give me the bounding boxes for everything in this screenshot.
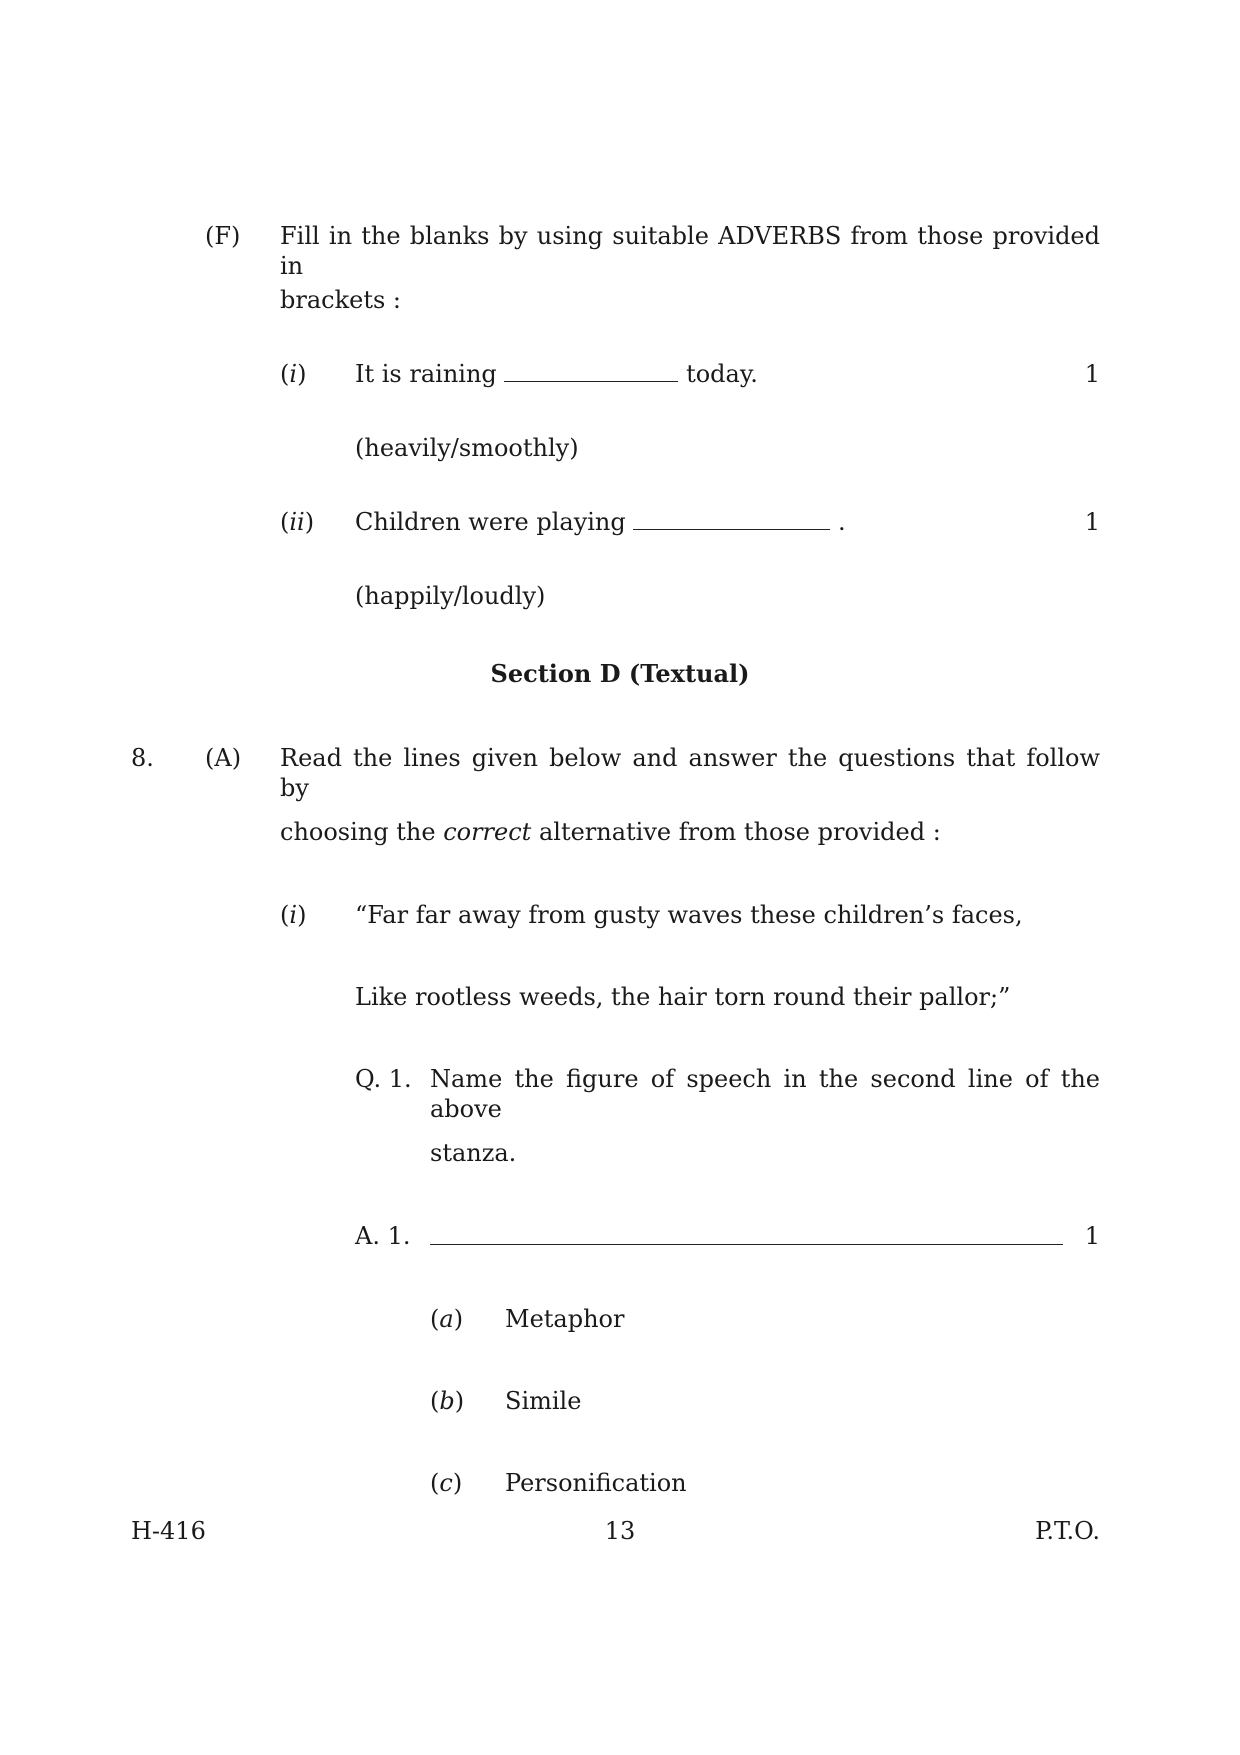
- q8-instruction-line1: Read the lines given below and answer the questions that follow by: [280, 744, 1100, 802]
- verse-line-1: “Far far away from gusty waves these children’s faces,: [355, 901, 1023, 929]
- option-letter: (b): [430, 1387, 465, 1415]
- option-text: Personification: [505, 1469, 687, 1497]
- part-f-label: (F): [205, 222, 241, 250]
- option-text: Simile: [505, 1387, 582, 1415]
- marks: 1: [1084, 360, 1100, 388]
- sentence-before: Children were playing: [355, 508, 626, 536]
- sentence-before: It is raining: [355, 360, 497, 388]
- marks: 1: [1084, 508, 1100, 536]
- sub-question-line1: Name the figure of speech in the second line of the above: [430, 1065, 1100, 1123]
- marks: 1: [1084, 1222, 1100, 1250]
- instruction-text: choosing the: [280, 818, 436, 846]
- adverb-options: (heavily/smoothly): [355, 434, 579, 462]
- answer-blank[interactable]: [504, 363, 678, 382]
- instruction-text: alternative from those provided :: [538, 818, 941, 846]
- option-letter-text: b: [439, 1387, 455, 1415]
- sub-question-line2: stanza.: [430, 1139, 517, 1167]
- option-letter: (c): [430, 1469, 463, 1497]
- answer-blank[interactable]: [633, 511, 830, 530]
- item-number-text: i: [289, 901, 298, 929]
- item-number: (i): [280, 360, 307, 388]
- option-letter-text: a: [439, 1305, 454, 1333]
- item-number-text: i: [289, 360, 298, 388]
- part-f-instruction-line1: Fill in the blanks by using suitable ADVERBS from those provided in: [280, 222, 1100, 280]
- page-number: 13: [604, 1517, 636, 1545]
- question-number: 8.: [131, 744, 154, 772]
- option-letter: (a): [430, 1305, 464, 1333]
- paper-code: H-416: [131, 1517, 206, 1545]
- q8-instruction-line2: [280, 817, 941, 847]
- answer-label: A. 1.: [355, 1222, 411, 1250]
- pto-label: P.T.O.: [1035, 1517, 1100, 1545]
- instruction-emphasis: correct: [443, 818, 532, 846]
- answer-line[interactable]: [430, 1244, 1063, 1245]
- verse-line-2: Like rootless weeds, the hair torn round their pallor;”: [355, 983, 1011, 1011]
- option-text: Metaphor: [505, 1305, 625, 1333]
- adverb-options: (happily/loudly): [355, 582, 546, 610]
- sentence-after: today.: [686, 360, 758, 388]
- fill-blank-sentence: [355, 507, 846, 537]
- part-f-instruction-line2: brackets :: [280, 286, 402, 314]
- item-number-text: ii: [289, 508, 305, 536]
- section-title: Section D (Textual): [490, 659, 750, 688]
- part-a-label: (A): [205, 744, 242, 772]
- option-letter-text: c: [439, 1469, 453, 1497]
- sub-question-label: Q. 1.: [355, 1065, 412, 1093]
- sentence-after: .: [838, 508, 846, 536]
- item-number: (ii): [280, 508, 315, 536]
- fill-blank-sentence: [355, 359, 758, 389]
- item-number: (i): [280, 901, 307, 929]
